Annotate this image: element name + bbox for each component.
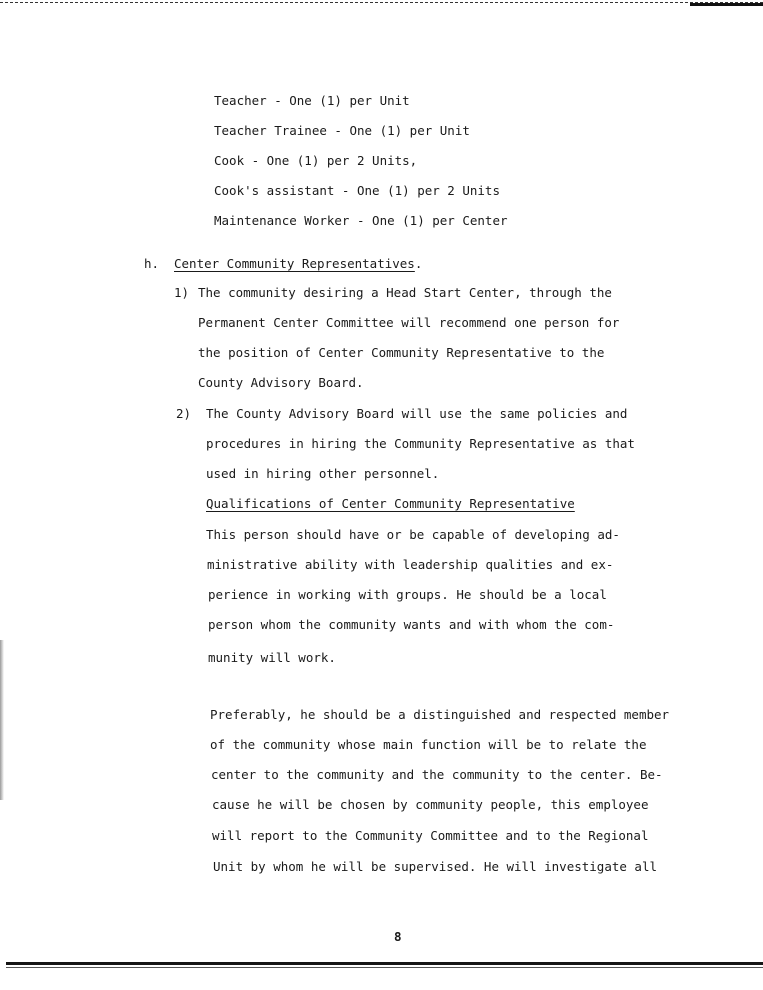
qualifications-para1-line: perience in working with groups. He should be a local: [208, 587, 607, 602]
top-page-edge-shadow: [690, 3, 763, 6]
staffing-item: Teacher Trainee - One (1) per Unit: [214, 123, 470, 138]
qualifications-para2-line: of the community whose main function will be to relate the: [210, 737, 647, 752]
bottom-page-edge-shadow: [6, 967, 763, 968]
item-1-line: Permanent Center Committee will recommend one person for: [198, 315, 620, 330]
qualifications-para2-line: will report to the Community Committee and to the Regional: [212, 828, 649, 843]
qualifications-para1-line: ministrative ability with leadership qualities and ex-: [207, 557, 614, 572]
staffing-item: Teacher - One (1) per Unit: [214, 93, 410, 108]
staffing-item: Cook - One (1) per 2 Units,: [214, 153, 418, 168]
page-number: 8: [394, 929, 402, 944]
left-scan-shadow: [0, 640, 4, 800]
item-1-line: the position of Center Community Representative to the: [198, 345, 605, 360]
qualifications-para1-line: person whom the community wants and with whom the com-: [208, 617, 615, 632]
qualifications-heading: Qualifications of Center Community Representative: [206, 496, 575, 511]
qualifications-para2-line: center to the community and the community to the center. Be-: [211, 767, 663, 782]
staffing-item: Maintenance Worker - One (1) per Center: [214, 213, 508, 228]
section-marker: h.: [144, 256, 160, 271]
staffing-item: Cook's assistant - One (1) per 2 Units: [214, 183, 500, 198]
section-title: Center Community Representatives: [174, 256, 415, 271]
qualifications-para2-line: cause he will be chosen by community people, this employee: [212, 797, 649, 812]
qualifications-para2-line: Preferably, he should be a distinguished and respected member: [210, 707, 670, 722]
item-2-line: used in hiring other personnel.: [206, 466, 440, 481]
top-page-edge: [0, 2, 763, 3]
bottom-page-edge: [6, 962, 763, 965]
item-1-line: The community desiring a Head Start Center, through the: [198, 285, 612, 300]
qualifications-para1-line: munity will work.: [208, 650, 336, 665]
item-1-line: County Advisory Board.: [198, 375, 364, 390]
item-2-line: procedures in hiring the Community Representative as that: [206, 436, 635, 451]
qualifications-para2-line: Unit by whom he will be supervised. He will investigate all: [213, 859, 658, 874]
section-heading: [174, 256, 422, 272]
item-2-marker: 2): [176, 406, 192, 421]
section-title-period: .: [414, 256, 423, 271]
item-1-marker: 1): [174, 285, 190, 300]
item-2-line: The County Advisory Board will use the same policies and: [206, 406, 628, 421]
qualifications-para1-line: This person should have or be capable of developing ad-: [206, 527, 620, 542]
